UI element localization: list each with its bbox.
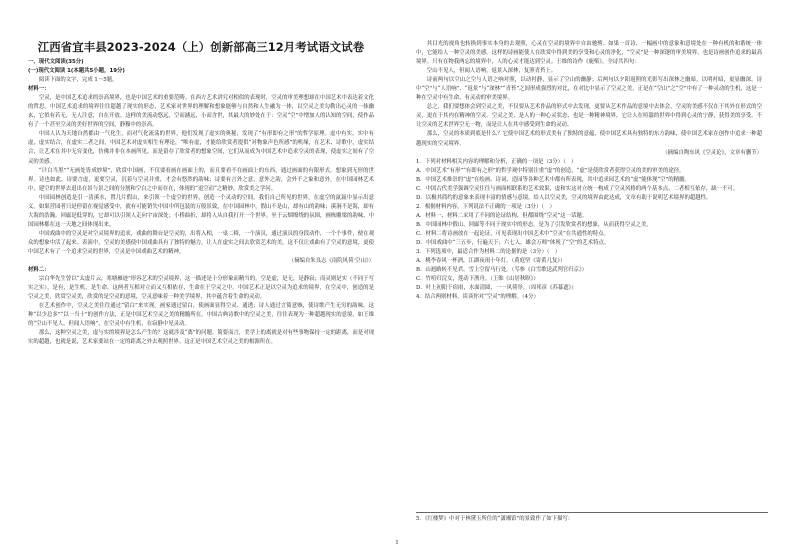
right-column (416, 40, 762, 540)
material2-paragraph: 那么，这种空灵之美，虚与实的境界是怎么产生的？这就涉及“离”的问题。简要而言，美学上的离就是对有些事物保持一定的距离，而是对现实的超越，也就是说，艺术家要站在一定的距离之外去观照世界。这正是中国艺术空灵之美的根源所在。 (28, 330, 374, 346)
poem-line: 空山不见人，但闻人语响。返景入深林，复照青苔上。 (426, 68, 557, 75)
material1-source: （摘编自朱良志《南院风荷·空山》） (288, 258, 374, 265)
answer-divider (416, 512, 768, 513)
exam-title: 江西省宜丰县2023-2024（上）创新部高三12月考试语文试卷 (37, 40, 365, 54)
question-2: 2．根据材料内容，下列说法不正确的一项是（3分）（ ） (416, 203, 555, 210)
question-4: 4．结合两则材料，谈谈你对“空灵”的理解。（4分） (416, 294, 539, 301)
question-3: 3．下列选项中，最适合作为材料二的论据的是（3分）（ ） (416, 249, 561, 256)
q1-option-b[interactable]: B．中国艺术推崇的“虚”在绘画、诗词、造园等各种艺术中都有所表现，其中追求园艺术的“虚”能体现“空”的精髓。 (416, 176, 690, 183)
question-1: 1．下列对材料相关内容的理解和分析，正确的一项是（3分）（ ） (416, 158, 577, 165)
material2-label: 材料二： (28, 267, 50, 274)
q2-option-d[interactable]: D．中国戏曲中“三五步，行遍天下；六七人，雄会万师”体现了“空”的艺术特点。 (416, 240, 610, 247)
instruction: 阅读下面的文字，完成 1～5题。 (38, 77, 118, 84)
material2-paragraph: 在艺术创作中，空灵之美往往通过“留白”来实现。画家通过留白，使画面显得空灵、通透；诗人通过言简意赅，使诗歌产生无穷的韵味。这种“以少总多”“以一当十”的创作方法，正是中国艺术空灵之美的精髓所在。中国古典诗歌中的空灵之美，往往表现为一种超越现实的意境，如王维的“空山不见人，但闻人语响”，在空灵中有生机，在寂静中见灵动。 (28, 303, 374, 328)
q3-option-c[interactable]: C．竹喧归浣女，莲动下渔舟。（王维《山居秋暝》） (416, 276, 539, 283)
material1-paragraph: 空灵，是中国艺术追求的崇高境界，也是中国艺术的重要范畴。在西方艺术讲究对相似的表现时，空灵的审美理想却在中国艺术中表达着文化的哲思。中国艺术追求的境界往往超越了现实的形态，艺术家对世界的理解和想象能够与自然和人生融为一体，以空灵之美勾勒出心灵的一抹幽玄，它似有若无，无人注意，自在开放。这样的美流动悠远，空而涵远，小而含世，其最大的妙处在于：空灵“空”中增加人的认知的空间，使作品有了一个甚至空灵的美好世界的空间，静穆中的崇高。 (28, 95, 374, 129)
q1-option-c[interactable]: C．中国古代美学强调空灵往往与画面相联系的艺术效果，虚和实这对立统一构成了空灵风格的两个基本点，二者相互依存，缺一不可。 (416, 185, 739, 192)
material2-continued: 那么，空灵的本质到底是什么？它使中国艺术的形式美有了独特的意蕴，使中国艺术具有独特的东方韵味，使中国艺术家在创作中追求一种超越现实的空灵境界。 (416, 131, 762, 147)
material1-paragraph: 中国园林创造是引一清溪水，置几片假山，来引领一个虚空的世界，创造一个灵动的空间，我们自己所见的世界，在虚空的氤氲中显示出意义。如果营园者只是停留在视觉感受中，就有可能销失中国中所包装的万般景致，在中国园林中，假山不是山，却有山的韵味；溪涧不是海，却有大海的浩瀚。回廊是低穿的，它却可以引领人走向宇宙深处；小桥曲折，却将人从自我打开一个世界。至于云烟缭绕的氛围，画栋雕梁的韵味，中国园林都在这一天地之间体现出来。 (28, 194, 374, 228)
q2-option-c[interactable]: C．材料二将诗画放在一起论证，可见表现出中国艺术中“空灵”在共通性的特点。 (416, 230, 609, 237)
section-heading: 一、现代文阅读(35分) (28, 59, 84, 65)
material1-label: 材料一： (28, 86, 50, 93)
q2-option-b[interactable]: B．中国园林中假山、回廊等不同于现实中的形态，是为了引发欣赏者的想象，从而获得空灵之美。 (416, 221, 652, 228)
q3-option-b[interactable]: B．山迴路转不见君，雪上空留马行处。（岑参《白雪歌送武判官归京》） (416, 267, 588, 274)
q3-option-a[interactable]: A．桃李春风一杯酒，江湖夜雨十年灯。（黄庭坚《寄黄几复》） (416, 258, 566, 265)
material1-paragraph: 中国人认为天地自然都由一气化生，而对气化流荡的世界，他们发现了虚实的奥秘，发现了“有形即有之形”的哲学原理。虚中有实，实中有虚，虚实结合，在虚实二者之间，中国艺术对虚实相生有理论，“唯有虚，才能给欣赏者提供“对物象声色所感”的机缘，在艺术、诗歌中，虚实结合，让艺术在其中无穷变化，仿佛并非在本画所见，而是留存了欣赏者的想象空间，它们从而成为中国艺术中追求空灵的表现，使虚实之间有了空灵的美感。 (28, 131, 374, 165)
subsection-heading: (一)现代文阅读 1(本题共5小题，19分) (28, 68, 125, 75)
material2-continued: 总之，我们要想体会到空灵之美，不仅要从艺术作品的形式中去发现，更要从艺术作品的意境中去体会，空灵的美感不仅在于其外在形式的空灵，更在于其内在精神的空灵。空灵之美，是人的一种心灵状态，也是一种精神境界，它让人在喧嚣的世界中得到心灵的宁静，获得美的享受。不让空灵的艺术世界空无一物，而是让人在其中感受到生命的灵动。 (416, 104, 762, 129)
question-5: 5．《红楼梦》中对于林黛玉所住的“潇湘馆”的景致作了如下描写： (416, 516, 574, 522)
material2-continued: 其目光的视角也转换到事实本身的去观照，心灵在空灵的境界中自由驰骋。如果一首诗、一幅画中的意象和意境处在一种有机的和谐统一体中，它能给人一种空灵的美感。这样的诗画能使人在欣赏中得到美的享受和心灵的净化，“空灵”是一种深邃的审美境界，也是诗画创作追求的最高境界。只有在物我两忘的境界中，人的心灵才能达到空灵。王维的诗作《鹿柴》，全诗共四句： (416, 41, 762, 66)
q1-option-a[interactable]: A．中国艺术“有形”“有即有之形”的哲学观中特别注重“虚”的创造，“虚”是使欣赏者获得空灵的美的审美的途径。 (416, 167, 685, 174)
q3-option-d[interactable]: D．叶上初阳干宿雨，水面清圆，一一风荷举。（周邦彦《苏幕遮》） (416, 285, 577, 292)
material2-source: （摘编自陶东风《空灵论》，文章有删节） (662, 149, 762, 156)
left-column (28, 40, 374, 540)
material1-paragraph: “计白当黑”“无画处皆成妙境”，欣赏中国画，不仅要看画在画面上的，而且要看不在画面上的东西，通过画面的有限形式，想象到无形的世界。诗也如此，诗要言虚，更要空灵，沉着与空灵并重，才会有悠然的韵味；诗要有言外之意，意外之韵，会外不之象和意外。在中国园林艺术中，建空的世界去退出在景与景之间的分割和空白之中而存在，体现的“退空而“之精妙，欣赏美之学问。 (28, 167, 374, 192)
material2-paragraph: 宗白华先生曾以“太虚片云，寒塘雁迹”形容艺术的空灵境界，这一描述是十分形象而精当的。空是虚，是无，是静寂；而灵则是实（不同于写实之实），是有，是生机，是生命。这两者互相对立而又互相依存，生命在于空灵之中。中国艺术正是以空灵为追求的境界，在空灵中，创造的是空灵之美，欣赏空灵美，欣赏的是空灵的意境，空灵意味着一种美学境界，其中蕴含着生命的灵动。 (28, 276, 374, 301)
q1-option-d[interactable]: D．以极其简约的意象来表现丰富的情感与意境，给人以空灵美，空灵的境界由此达成，文章有助于说明艺术境界的超越性。 (416, 194, 712, 201)
material1-paragraph: 中国戏曲中的空灵是对空灵境界的追求，戏曲的舞台是空灵的，出将入相，一桌二椅，一个演员，通过演员的身段动作，一个个事件，便在观众的想象中活了起来。表演中，空灵的美感使中国戏曲具有了独特的魅力，让人在虚实之间去欣赏艺术的美，这不仅让戏曲有了空灵的意境，更使中国艺术有了一个追求空灵的世界，空灵是中国戏曲艺术的精神。 (28, 230, 374, 255)
page-number: 1 (395, 540, 399, 546)
material2-continued: 诗前两句以空山之空与人语之响对照，以动衬静，显示了空山的幽静；后两句以夕阳返照的光影写出深林之幽暗，以明衬暗，更显幽深。诗中“空”与“人语响”、“返景”与“深林”“青苔”之间形成强烈的对比，在对比中显示了空灵之美，正是在“空山”之“空”中有了一种灵动的生机，这是一种在空灵中有生命、有灵动的审美境界。 (416, 77, 762, 102)
q2-option-a[interactable]: A．材料一、材料二采用了不同的论证结构，但都围绕“空灵”这一话题。 (416, 212, 588, 219)
